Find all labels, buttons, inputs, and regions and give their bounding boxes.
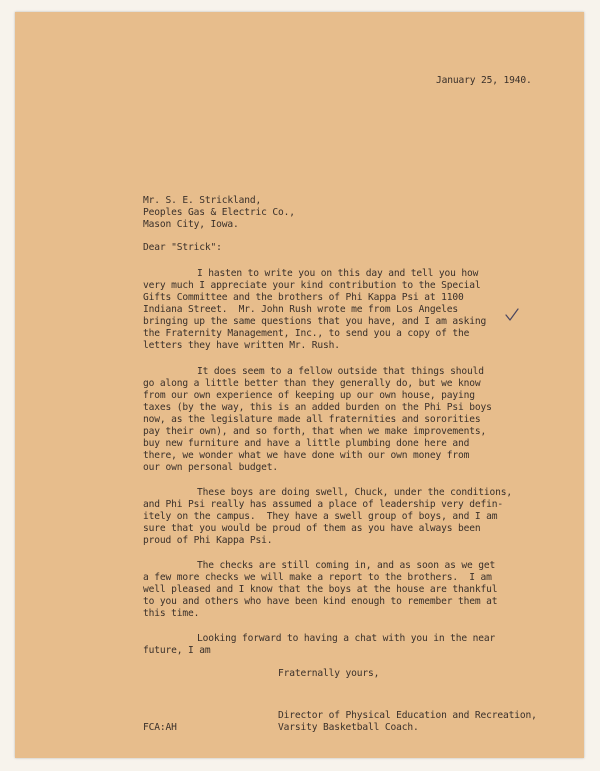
paragraph-line: pay their own), and so forth, that when we make improvements, bbox=[143, 426, 487, 437]
paragraph-line: letters they have written Mr. Rush. bbox=[143, 340, 340, 351]
paragraph-line: there, we wonder what we have done with our own money from bbox=[143, 450, 470, 461]
paragraph-line: the Fraternity Management, Inc., to send you a copy of the bbox=[143, 328, 470, 339]
signature-title: Director of Physical Education and Recreation, bbox=[278, 710, 537, 721]
recipient-city: Mason City, Iowa. bbox=[143, 219, 239, 230]
letter-date: January 25, 1940. bbox=[436, 75, 532, 86]
paragraph-line: from our own experience of keeping up our own house, paying bbox=[143, 390, 475, 401]
paragraph-line: taxes (by the way, this is an added burden on the Phi Psi boys bbox=[143, 402, 492, 413]
paragraph-line: well pleased and I know that the boys at the house are thankful bbox=[143, 584, 498, 595]
recipient-name: Mr. S. E. Strickland, bbox=[143, 195, 262, 206]
letter-page bbox=[15, 12, 584, 758]
signature-subtitle: Varsity Basketball Coach. bbox=[278, 722, 419, 733]
paragraph-line: very much I appreciate your kind contribution to the Special bbox=[143, 280, 481, 291]
paragraph-line: I hasten to write you on this day and tell you how bbox=[197, 268, 479, 279]
paragraph-line: itely on the campus. They have a swell group of boys, and I am bbox=[143, 511, 498, 522]
typist-initials: FCA:AH bbox=[143, 722, 177, 733]
paragraph-line: proud of Phi Kappa Psi. bbox=[143, 535, 273, 546]
paragraph-line: and Phi Psi really has assumed a place of leadership very defin- bbox=[143, 499, 504, 510]
paragraph-line: buy new furniture and have a little plumbing done here and bbox=[143, 438, 470, 449]
paragraph-line: our own personal budget. bbox=[143, 462, 279, 473]
paragraph-line: this time. bbox=[143, 608, 200, 619]
salutation: Dear "Strick": bbox=[143, 242, 222, 253]
paragraph-line: to you and others who have been kind enough to remember them at bbox=[143, 596, 498, 607]
paragraph-line: sure that you would be proud of them as you have always been bbox=[143, 523, 481, 534]
paragraph-line: It does seem to a fellow outside that things should bbox=[197, 366, 484, 377]
paragraph-line: bringing up the same questions that you have, and I am asking bbox=[143, 316, 487, 327]
check-mark-icon bbox=[505, 308, 519, 322]
paragraph-line: Looking forward to having a chat with you in the near bbox=[197, 633, 496, 644]
recipient-company: Peoples Gas & Electric Co., bbox=[143, 207, 295, 218]
paragraph-line: go along a little better than they generally do, but we know bbox=[143, 378, 481, 389]
paragraph-line: future, I am bbox=[143, 645, 211, 656]
closing: Fraternally yours, bbox=[278, 668, 380, 679]
paragraph-line: Gifts Committee and the brothers of Phi Kappa Psi at 1100 bbox=[143, 292, 464, 303]
paragraph-line: Indiana Street. Mr. John Rush wrote me from Los Angeles bbox=[143, 304, 459, 315]
paragraph-line: The checks are still coming in, and as soon as we get bbox=[197, 560, 496, 571]
paragraph-line: These boys are doing swell, Chuck, under the conditions, bbox=[197, 487, 513, 498]
paragraph-line: a few more checks we will make a report to the brothers. I am bbox=[143, 572, 492, 583]
paragraph-line: now, as the legislature made all fraternities and sororities bbox=[143, 414, 481, 425]
